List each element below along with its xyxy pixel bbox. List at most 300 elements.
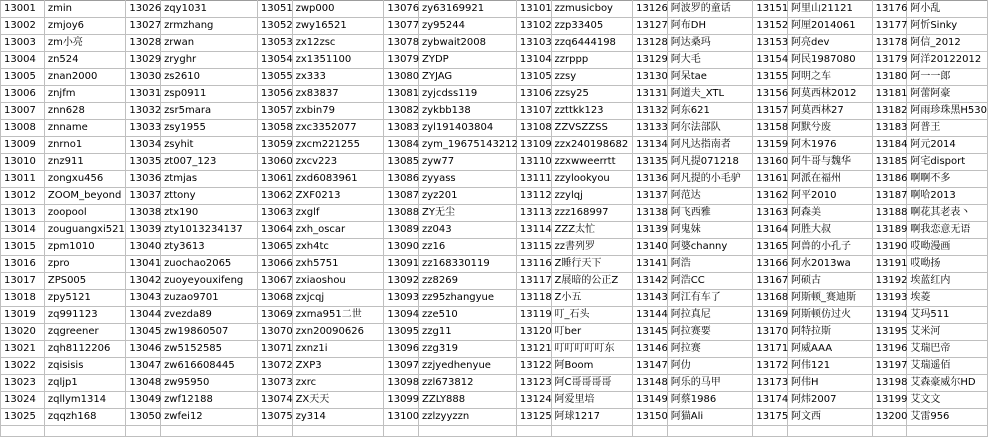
username-cell[interactable]: zz書列罗 — [551, 239, 633, 256]
username-cell[interactable]: zyz201 — [419, 188, 517, 205]
username-cell[interactable]: 阿信_2012 — [907, 35, 988, 52]
username-cell[interactable]: zpm1010 — [44, 239, 126, 256]
username-cell[interactable]: zy63169921 — [419, 1, 517, 18]
id-cell[interactable]: 13046 — [126, 341, 161, 358]
id-cell[interactable]: 13069 — [257, 307, 292, 324]
id-cell[interactable]: 13011 — [1, 171, 45, 188]
username-cell[interactable]: 阿兽的小孔子 — [788, 239, 873, 256]
username-cell[interactable]: 阿东621 — [667, 103, 753, 120]
id-cell[interactable]: 13105 — [516, 69, 551, 86]
id-cell[interactable]: 13147 — [633, 358, 668, 375]
id-cell[interactable]: 13164 — [753, 222, 788, 239]
username-cell[interactable]: Z睡行天下 — [551, 256, 633, 273]
empty-cell[interactable] — [1, 426, 45, 437]
id-cell[interactable]: 13125 — [516, 409, 551, 426]
username-cell[interactable]: zx1351100 — [292, 52, 384, 69]
empty-cell[interactable] — [907, 426, 988, 437]
username-cell[interactable]: zwy16521 — [292, 18, 384, 35]
id-cell[interactable]: 13019 — [1, 307, 45, 324]
id-cell[interactable]: 13043 — [126, 290, 161, 307]
username-cell[interactable]: zsyhit — [161, 137, 258, 154]
username-cell[interactable]: zmin — [44, 1, 126, 18]
id-cell[interactable]: 13168 — [753, 290, 788, 307]
username-cell[interactable]: zw19860507 — [161, 324, 258, 341]
id-cell[interactable]: 13045 — [126, 324, 161, 341]
id-cell[interactable]: 13154 — [753, 52, 788, 69]
id-cell[interactable]: 13181 — [872, 86, 907, 103]
id-cell[interactable]: 13124 — [516, 392, 551, 409]
username-cell[interactable]: 阿牛哥与魏华 — [788, 154, 873, 171]
username-cell[interactable]: ZY无尘 — [419, 205, 517, 222]
username-cell[interactable]: 叮叮叮叮叮东 — [551, 341, 633, 358]
username-cell[interactable]: zzp33405 — [551, 18, 633, 35]
empty-cell[interactable] — [753, 426, 788, 437]
id-cell[interactable]: 13121 — [516, 341, 551, 358]
id-cell[interactable]: 13016 — [1, 256, 45, 273]
id-cell[interactable]: 13101 — [516, 1, 551, 18]
username-cell[interactable]: zwf12188 — [161, 392, 258, 409]
username-cell[interactable]: zw95950 — [161, 375, 258, 392]
id-cell[interactable]: 13002 — [1, 18, 45, 35]
username-cell[interactable]: zzlzyyzzn — [419, 409, 517, 426]
username-cell[interactable]: 啊我恋意无语 — [907, 222, 988, 239]
id-cell[interactable]: 13103 — [516, 35, 551, 52]
username-cell[interactable]: ZYJAG — [419, 69, 517, 86]
username-cell[interactable]: zoopool — [44, 205, 126, 222]
id-cell[interactable]: 13116 — [516, 256, 551, 273]
id-cell[interactable]: 13173 — [753, 375, 788, 392]
id-cell[interactable]: 13004 — [1, 52, 45, 69]
id-cell[interactable]: 13077 — [384, 18, 419, 35]
id-cell[interactable]: 13042 — [126, 273, 161, 290]
username-cell[interactable]: zqy1031 — [161, 1, 258, 18]
username-cell[interactable]: 阿道夫_XTL — [667, 86, 753, 103]
id-cell[interactable]: 13025 — [1, 409, 45, 426]
username-cell[interactable]: 阿凡提071218 — [667, 154, 753, 171]
id-cell[interactable]: 13063 — [257, 205, 292, 222]
empty-cell[interactable] — [292, 426, 384, 437]
username-cell[interactable]: zzjyedhenyue — [419, 358, 517, 375]
id-cell[interactable]: 13072 — [257, 358, 292, 375]
username-cell[interactable]: zzl673812 — [419, 375, 517, 392]
username-cell[interactable]: zxrc — [292, 375, 384, 392]
id-cell[interactable]: 13034 — [126, 137, 161, 154]
id-cell[interactable]: 13127 — [633, 18, 668, 35]
username-cell[interactable]: 阿水2013wa — [788, 256, 873, 273]
username-cell[interactable]: zz043 — [419, 222, 517, 239]
id-cell[interactable]: 13152 — [753, 18, 788, 35]
id-cell[interactable]: 13112 — [516, 188, 551, 205]
id-cell[interactable]: 13086 — [384, 171, 419, 188]
id-cell[interactable]: 13104 — [516, 52, 551, 69]
username-cell[interactable]: 阿派在福州 — [788, 171, 873, 188]
username-cell[interactable]: zrwan — [161, 35, 258, 52]
username-cell[interactable]: zzsy — [551, 69, 633, 86]
id-cell[interactable]: 13062 — [257, 188, 292, 205]
username-cell[interactable]: 阿飞西雅 — [667, 205, 753, 222]
id-cell[interactable]: 13092 — [384, 273, 419, 290]
id-cell[interactable]: 13198 — [872, 375, 907, 392]
id-cell[interactable]: 13149 — [633, 392, 668, 409]
id-cell[interactable]: 13084 — [384, 137, 419, 154]
id-cell[interactable]: 13006 — [1, 86, 45, 103]
username-cell[interactable]: zxh_oscar — [292, 222, 384, 239]
id-cell[interactable]: 13185 — [872, 154, 907, 171]
username-cell[interactable]: zzttkk123 — [551, 103, 633, 120]
id-cell[interactable]: 13110 — [516, 154, 551, 171]
username-cell[interactable]: zykbb138 — [419, 103, 517, 120]
username-cell[interactable]: 阿特拉斯 — [788, 324, 873, 341]
username-cell[interactable]: zttony — [161, 188, 258, 205]
id-cell[interactable]: 13182 — [872, 103, 907, 120]
username-cell[interactable]: 阿明之车 — [788, 69, 873, 86]
id-cell[interactable]: 13085 — [384, 154, 419, 171]
empty-cell[interactable] — [161, 426, 258, 437]
id-cell[interactable]: 13093 — [384, 290, 419, 307]
id-cell[interactable]: 13096 — [384, 341, 419, 358]
id-cell[interactable]: 13135 — [633, 154, 668, 171]
id-cell[interactable]: 13199 — [872, 392, 907, 409]
username-cell[interactable]: zyjcdss119 — [419, 86, 517, 103]
id-cell[interactable]: 13118 — [516, 290, 551, 307]
username-cell[interactable]: zw616608445 — [161, 358, 258, 375]
username-cell[interactable]: zw5152585 — [161, 341, 258, 358]
id-cell[interactable]: 13028 — [126, 35, 161, 52]
id-cell[interactable]: 13079 — [384, 52, 419, 69]
username-cell[interactable]: 阿一一郎 — [907, 69, 988, 86]
id-cell[interactable]: 13150 — [633, 409, 668, 426]
username-cell[interactable]: znz911 — [44, 154, 126, 171]
id-cell[interactable]: 13078 — [384, 35, 419, 52]
id-cell[interactable]: 13057 — [257, 103, 292, 120]
id-cell[interactable]: 13100 — [384, 409, 419, 426]
username-cell[interactable]: 阿呆tae — [667, 69, 753, 86]
username-cell[interactable]: zxc3352077 — [292, 120, 384, 137]
empty-cell[interactable] — [788, 426, 873, 437]
id-cell[interactable]: 13162 — [753, 188, 788, 205]
username-cell[interactable]: zzg319 — [419, 341, 517, 358]
username-cell[interactable]: zxjcqj — [292, 290, 384, 307]
username-cell[interactable]: 阿雨珍珠黑H530 — [907, 103, 988, 120]
id-cell[interactable]: 13056 — [257, 86, 292, 103]
id-cell[interactable]: 13197 — [872, 358, 907, 375]
id-cell[interactable]: 13099 — [384, 392, 419, 409]
username-cell[interactable]: ZXF0213 — [292, 188, 384, 205]
username-cell[interactable]: zouguangxi521 — [44, 222, 126, 239]
username-cell[interactable]: 阿厘2014061 — [788, 18, 873, 35]
id-cell[interactable]: 13180 — [872, 69, 907, 86]
username-cell[interactable]: 艾玛511 — [907, 307, 988, 324]
id-cell[interactable]: 13040 — [126, 239, 161, 256]
username-cell[interactable]: 艾瑞遥佰 — [907, 358, 988, 375]
id-cell[interactable]: 13089 — [384, 222, 419, 239]
id-cell[interactable]: 13047 — [126, 358, 161, 375]
id-cell[interactable]: 13171 — [753, 341, 788, 358]
id-cell[interactable]: 13048 — [126, 375, 161, 392]
username-cell[interactable]: 阿宅disport — [907, 154, 988, 171]
username-cell[interactable]: zq991123 — [44, 307, 126, 324]
username-cell[interactable]: zpro — [44, 256, 126, 273]
username-cell[interactable]: 阿凡达指南者 — [667, 137, 753, 154]
username-cell[interactable]: 阿浩CC — [667, 273, 753, 290]
username-cell[interactable]: zqljp1 — [44, 375, 126, 392]
id-cell[interactable]: 13195 — [872, 324, 907, 341]
username-cell[interactable]: 阿鬼妹 — [667, 222, 753, 239]
id-cell[interactable]: 13141 — [633, 256, 668, 273]
username-cell[interactable]: 阿里山21121 — [788, 1, 873, 18]
id-cell[interactable]: 13075 — [257, 409, 292, 426]
id-cell[interactable]: 13107 — [516, 103, 551, 120]
username-cell[interactable]: 阿大毛 — [667, 52, 753, 69]
id-cell[interactable]: 13070 — [257, 324, 292, 341]
username-cell[interactable]: zm小亮 — [44, 35, 126, 52]
username-cell[interactable]: 阿胜大叔 — [788, 222, 873, 239]
empty-cell[interactable] — [633, 426, 668, 437]
id-cell[interactable]: 13186 — [872, 171, 907, 188]
username-cell[interactable]: zzsy25 — [551, 86, 633, 103]
username-cell[interactable]: 叮ber — [551, 324, 633, 341]
id-cell[interactable]: 13064 — [257, 222, 292, 239]
username-cell[interactable]: zqgreener — [44, 324, 126, 341]
id-cell[interactable]: 13049 — [126, 392, 161, 409]
id-cell[interactable]: 13153 — [753, 35, 788, 52]
id-cell[interactable]: 13095 — [384, 324, 419, 341]
id-cell[interactable]: 13161 — [753, 171, 788, 188]
id-cell[interactable]: 13192 — [872, 273, 907, 290]
username-cell[interactable]: ZZVSZZSS — [551, 120, 633, 137]
id-cell[interactable]: 13102 — [516, 18, 551, 35]
id-cell[interactable]: 13022 — [1, 358, 45, 375]
username-cell[interactable]: 阿Boom — [551, 358, 633, 375]
username-cell[interactable]: 阿忻Sinky — [907, 18, 988, 35]
id-cell[interactable]: 13082 — [384, 103, 419, 120]
username-cell[interactable]: 啊哈2013 — [907, 188, 988, 205]
username-cell[interactable]: 阿拉真尼 — [667, 307, 753, 324]
id-cell[interactable]: 13178 — [872, 35, 907, 52]
username-cell[interactable]: zs2610 — [161, 69, 258, 86]
username-cell[interactable]: zzrppp — [551, 52, 633, 69]
username-cell[interactable]: zxd6083961 — [292, 171, 384, 188]
username-cell[interactable]: 哎呦漫画 — [907, 239, 988, 256]
username-cell[interactable]: znn628 — [44, 103, 126, 120]
username-cell[interactable]: ztmjas — [161, 171, 258, 188]
username-cell[interactable]: zxn20090626 — [292, 324, 384, 341]
username-cell[interactable]: 阿C哥哥哥哥 — [551, 375, 633, 392]
id-cell[interactable]: 13151 — [753, 1, 788, 18]
username-cell[interactable]: zqqzh168 — [44, 409, 126, 426]
username-cell[interactable]: zx12zsc — [292, 35, 384, 52]
username-cell[interactable]: 阿平2010 — [788, 188, 873, 205]
username-cell[interactable]: zrmzhang — [161, 18, 258, 35]
empty-cell[interactable] — [44, 426, 126, 437]
username-cell[interactable]: zpy5121 — [44, 290, 126, 307]
username-cell[interactable]: 阿普王 — [907, 120, 988, 137]
username-cell[interactable]: zongxu456 — [44, 171, 126, 188]
id-cell[interactable]: 13012 — [1, 188, 45, 205]
username-cell[interactable]: 阿斯顿_赛迪斯 — [788, 290, 873, 307]
username-cell[interactable]: 哎呦扬 — [907, 256, 988, 273]
id-cell[interactable]: 13001 — [1, 1, 45, 18]
id-cell[interactable]: 13170 — [753, 324, 788, 341]
id-cell[interactable]: 13039 — [126, 222, 161, 239]
username-cell[interactable]: zty1013234137 — [161, 222, 258, 239]
id-cell[interactable]: 13013 — [1, 205, 45, 222]
id-cell[interactable]: 13030 — [126, 69, 161, 86]
username-cell[interactable]: 阿凡提的小毛驴 — [667, 171, 753, 188]
id-cell[interactable]: 13130 — [633, 69, 668, 86]
username-cell[interactable]: ZPS005 — [44, 273, 126, 290]
id-cell[interactable]: 13191 — [872, 256, 907, 273]
username-cell[interactable]: zwfei12 — [161, 409, 258, 426]
id-cell[interactable]: 13128 — [633, 35, 668, 52]
id-cell[interactable]: 13106 — [516, 86, 551, 103]
id-cell[interactable]: 13143 — [633, 290, 668, 307]
username-cell[interactable]: zsr5mara — [161, 103, 258, 120]
username-cell[interactable]: 阿莫西林2012 — [788, 86, 873, 103]
id-cell[interactable]: 13067 — [257, 273, 292, 290]
username-cell[interactable]: 阿球1217 — [551, 409, 633, 426]
id-cell[interactable]: 13144 — [633, 307, 668, 324]
id-cell[interactable]: 13074 — [257, 392, 292, 409]
id-cell[interactable]: 13015 — [1, 239, 45, 256]
id-cell[interactable]: 13094 — [384, 307, 419, 324]
id-cell[interactable]: 13177 — [872, 18, 907, 35]
username-cell[interactable]: zyyass — [419, 171, 517, 188]
id-cell[interactable]: 13055 — [257, 69, 292, 86]
username-cell[interactable]: zzxwweerrtt — [551, 154, 633, 171]
username-cell[interactable]: zz16 — [419, 239, 517, 256]
username-cell[interactable]: 艾米河 — [907, 324, 988, 341]
id-cell[interactable]: 13132 — [633, 103, 668, 120]
username-cell[interactable]: zqh8112206 — [44, 341, 126, 358]
id-cell[interactable]: 13033 — [126, 120, 161, 137]
id-cell[interactable]: 13054 — [257, 52, 292, 69]
username-cell[interactable]: ZYDP — [419, 52, 517, 69]
username-cell[interactable]: ztx190 — [161, 205, 258, 222]
id-cell[interactable]: 13136 — [633, 171, 668, 188]
id-cell[interactable]: 13189 — [872, 222, 907, 239]
username-cell[interactable]: 阿默兮废 — [788, 120, 873, 137]
username-cell[interactable]: zzmusicboy — [551, 1, 633, 18]
id-cell[interactable]: 13158 — [753, 120, 788, 137]
username-cell[interactable]: zt007_123 — [161, 154, 258, 171]
id-cell[interactable]: 13026 — [126, 1, 161, 18]
id-cell[interactable]: 13172 — [753, 358, 788, 375]
username-cell[interactable]: zyw77 — [419, 154, 517, 171]
id-cell[interactable]: 13036 — [126, 171, 161, 188]
empty-cell[interactable] — [872, 426, 907, 437]
id-cell[interactable]: 13187 — [872, 188, 907, 205]
username-cell[interactable]: zuochao2065 — [161, 256, 258, 273]
username-cell[interactable]: zzylqj — [551, 188, 633, 205]
username-cell[interactable]: ZZZ太忙 — [551, 222, 633, 239]
id-cell[interactable]: 13166 — [753, 256, 788, 273]
id-cell[interactable]: 13134 — [633, 137, 668, 154]
id-cell[interactable]: 13088 — [384, 205, 419, 222]
id-cell[interactable]: 13044 — [126, 307, 161, 324]
username-cell[interactable]: zxglf — [292, 205, 384, 222]
username-cell[interactable]: 阿爱里培 — [551, 392, 633, 409]
username-cell[interactable]: zsy1955 — [161, 120, 258, 137]
username-cell[interactable]: 阿文西 — [788, 409, 873, 426]
id-cell[interactable]: 13071 — [257, 341, 292, 358]
id-cell[interactable]: 13142 — [633, 273, 668, 290]
id-cell[interactable]: 13032 — [126, 103, 161, 120]
username-cell[interactable]: zqllym1314 — [44, 392, 126, 409]
id-cell[interactable]: 13059 — [257, 137, 292, 154]
username-cell[interactable]: 阿炜2007 — [788, 392, 873, 409]
id-cell[interactable]: 13050 — [126, 409, 161, 426]
id-cell[interactable]: 13009 — [1, 137, 45, 154]
id-cell[interactable]: 13196 — [872, 341, 907, 358]
id-cell[interactable]: 13117 — [516, 273, 551, 290]
id-cell[interactable]: 13007 — [1, 103, 45, 120]
username-cell[interactable]: 阿波罗的童话 — [667, 1, 753, 18]
username-cell[interactable]: 叮_石头 — [551, 307, 633, 324]
id-cell[interactable]: 13020 — [1, 324, 45, 341]
username-cell[interactable]: zybwait2008 — [419, 35, 517, 52]
empty-cell[interactable] — [419, 426, 517, 437]
empty-cell[interactable] — [551, 426, 633, 437]
id-cell[interactable]: 13017 — [1, 273, 45, 290]
id-cell[interactable]: 13052 — [257, 18, 292, 35]
id-cell[interactable]: 13148 — [633, 375, 668, 392]
empty-cell[interactable] — [516, 426, 551, 437]
id-cell[interactable]: 13137 — [633, 188, 668, 205]
id-cell[interactable]: 13184 — [872, 137, 907, 154]
id-cell[interactable]: 13108 — [516, 120, 551, 137]
username-cell[interactable]: 阿民1987080 — [788, 52, 873, 69]
id-cell[interactable]: 13111 — [516, 171, 551, 188]
username-cell[interactable]: zzz168997 — [551, 205, 633, 222]
id-cell[interactable]: 13131 — [633, 86, 668, 103]
empty-cell[interactable] — [257, 426, 292, 437]
username-cell[interactable]: znan2000 — [44, 69, 126, 86]
id-cell[interactable]: 13003 — [1, 35, 45, 52]
username-cell[interactable]: 埃蓝红内 — [907, 273, 988, 290]
id-cell[interactable]: 13098 — [384, 375, 419, 392]
username-cell[interactable]: 阿拉赛要 — [667, 324, 753, 341]
id-cell[interactable]: 13068 — [257, 290, 292, 307]
id-cell[interactable]: 13053 — [257, 35, 292, 52]
id-cell[interactable]: 13051 — [257, 1, 292, 18]
id-cell[interactable]: 13190 — [872, 239, 907, 256]
id-cell[interactable]: 13114 — [516, 222, 551, 239]
username-cell[interactable]: zwp000 — [292, 1, 384, 18]
username-cell[interactable]: zz168330119 — [419, 256, 517, 273]
username-cell[interactable]: 艾森豪威尔HD — [907, 375, 988, 392]
username-cell[interactable]: zxh4tc — [292, 239, 384, 256]
id-cell[interactable]: 13163 — [753, 205, 788, 222]
id-cell[interactable]: 13023 — [1, 375, 45, 392]
id-cell[interactable]: 13041 — [126, 256, 161, 273]
username-cell[interactable]: zzx240198682 — [551, 137, 633, 154]
id-cell[interactable]: 13179 — [872, 52, 907, 69]
username-cell[interactable]: 啊花其老表丶 — [907, 205, 988, 222]
username-cell[interactable]: zx333 — [292, 69, 384, 86]
id-cell[interactable]: 13035 — [126, 154, 161, 171]
username-cell[interactable]: ZXP3 — [292, 358, 384, 375]
id-cell[interactable]: 13061 — [257, 171, 292, 188]
id-cell[interactable]: 13010 — [1, 154, 45, 171]
username-cell[interactable]: 阿拉赛 — [667, 341, 753, 358]
id-cell[interactable]: 13194 — [872, 307, 907, 324]
id-cell[interactable]: 13146 — [633, 341, 668, 358]
username-cell[interactable]: 阿范达 — [667, 188, 753, 205]
username-cell[interactable]: Z小五 — [551, 290, 633, 307]
id-cell[interactable]: 13183 — [872, 120, 907, 137]
username-cell[interactable]: 阿江有车了 — [667, 290, 753, 307]
